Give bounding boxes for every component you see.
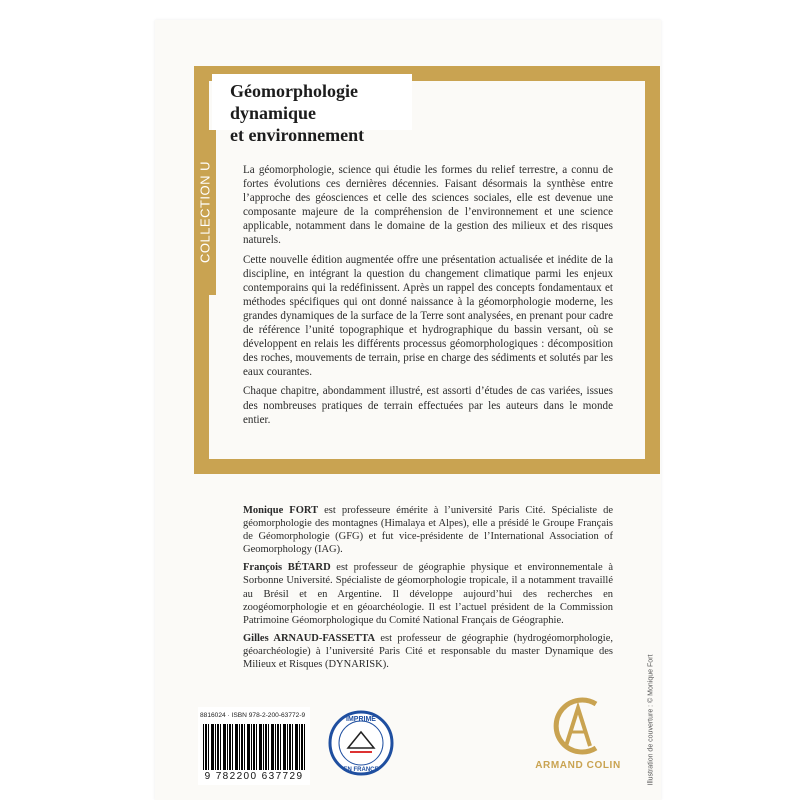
author-bio — [243, 561, 613, 626]
author-bio-text: est professeure émérite à l’université Paris Cité. Spécialiste de géomorphologie des montagnes (Himalaya et Alpes), elle a présidé le Groupe Français de Géomorphologie (GFG) et fut vice-présidente de l’International Association of Geomorphology (IAG). — [243, 505, 613, 556]
armand-colin-logo-icon — [538, 696, 618, 756]
collection-label: COLLECTION U — [197, 160, 213, 264]
seal-top-text: IMPRIMÉ — [346, 716, 376, 723]
barcode-digits: 9 782200 637729 — [204, 771, 304, 782]
author-bio — [243, 504, 613, 556]
author-bios — [243, 504, 613, 676]
title-line-1: Géomorphologie dynamique — [230, 81, 358, 123]
author-bio — [243, 632, 613, 671]
author-name: Gilles ARNAUD-FASSETTA — [243, 632, 376, 644]
blurb — [243, 163, 613, 432]
publisher-name: ARMAND COLIN — [535, 760, 621, 771]
blurb-paragraph-1: La géomorphologie, science qui étudie les formes du relief terrestre, a connu de fortes évolutions ces dernières décennies. Faisant désormais la synthèse entre l’approche des géosciences et celle des sciences sociales, elle est devenue une composante majeure de la compréhension de l’environnement et une science applicable, notamment dans le domaine de la gestion des milieux et des risques naturels. — [243, 164, 613, 247]
author-bio-text: est professeur de géographie (hydrogéomorphologie, géoarchéologie) à l’université Paris Cité et responsable du master Dynamique des Milieux et Risques (DYNARISK). — [243, 632, 613, 671]
title-line-2: et environnement — [230, 125, 365, 145]
barcode — [203, 724, 307, 770]
author-bio-text: est professeur de géographie physique et environnementale à Sorbonne Université. Spécialiste de géomorphologie tropicale, il a notamment travaillé au Brésil et en Argentine. Il développe aujourd’hui des recherches en zoogéomorphologie et en géoarchéologie. Il est l’actuel président de la Commission Patrimoine Géomorphologique du Comité National Français de Géographie. — [243, 562, 613, 626]
printed-in-france-seal — [328, 710, 394, 776]
blurb-paragraph-2: Cette nouvelle édition augmentée offre une présentation actualisée et inédite de la discipline, en intégrant la question du changement climatique parmi les enjeux contemporains qui la redéfinissent. Après un rappel des concepts fondamentaux et méthodes spécifiques qui ont donné naissance à la géomorphologie moderne, les grandes dynamiques de la surface de la Terre sont analysées, en prenant pour cadre de référence l’unité topographique et hydrographique du bassin versant, où se développent en relais les différents processus géomorphologiques : décomposition des roches, mouvements de terrain, prise en charge des sédiments et solutés par les eaux courantes. — [243, 253, 613, 379]
book-title — [230, 80, 430, 146]
author-name: François BÉTARD — [243, 562, 331, 574]
cover-credit: Illustration de couverture : © Monique Fort — [647, 654, 655, 786]
author-name: Monique FORT — [243, 505, 319, 516]
blurb-paragraph-3: Chaque chapitre, abondamment illustré, est assorti d’études de cas variées, issues des nombreuses pratiques de terrain effectuées par les auteurs dans le monde entier. — [243, 385, 613, 426]
seal-bottom-text: EN FRANCE — [343, 767, 379, 773]
isbn-line: 8816024 · ISBN 978-2-200-63772-9 — [200, 712, 306, 719]
